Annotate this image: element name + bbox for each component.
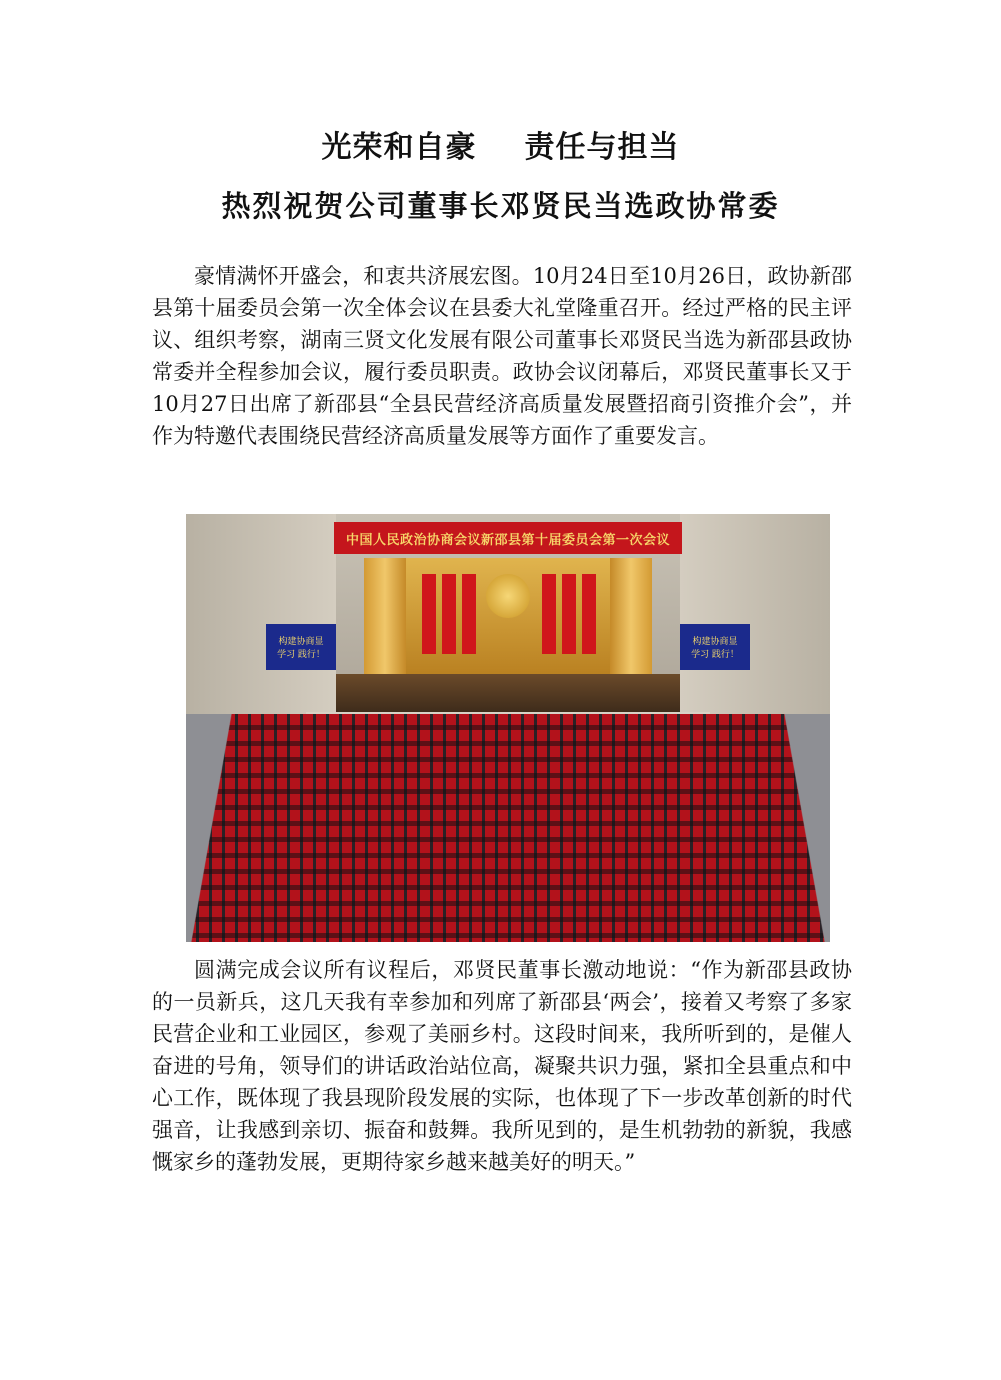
photo-flag [582, 574, 596, 654]
photo-curtain-right [610, 558, 652, 690]
main-title-part2: 责任与担当 [524, 130, 680, 165]
paragraph-1: 豪情满怀开盛会，和衷共济展宏图。10月24日至10月26日，政协新邵县第十届委员会第一次全体会议在县委大礼堂隆重召开。经过严格的民主评议、组织考察，湖南三贤文化发展有限公司董事长邓贤民当选为新邵县政协常委并全程参加会议，履行委员职责。政协会议闭幕后，邓贤民董事长又于10月27日出席了新邵县“全县民营经济高质量发展暨招商引资推介会”，并作为特邀代表围绕民营经济高质量发展等方面作了重要发言。 [152, 264, 852, 448]
photo-screen-right [680, 624, 750, 670]
photo-screen-right-line1: 构建协商显 [692, 637, 738, 647]
photo-aisle-right [770, 714, 830, 942]
photo-screen-left [266, 624, 336, 670]
photo-flag [422, 574, 436, 654]
conference-hall-photo [186, 514, 830, 942]
main-title [0, 122, 1001, 166]
main-title-part1: 光荣和自豪 [321, 130, 477, 165]
photo-curtain-left [364, 558, 406, 690]
photo-seat-rows [186, 714, 830, 942]
photo-flag [442, 574, 456, 654]
photo-banner: 中国人民政治协商会议新邵县第十届委员会第一次会议 [334, 522, 682, 554]
photo-dais [336, 674, 680, 714]
photo-screen-left-line1: 构建协商显 [278, 637, 324, 647]
photo-flag [542, 574, 556, 654]
photo-emblem [486, 574, 530, 618]
photo-screen-left-line2: 学习 践行！ [277, 650, 325, 660]
photo-flag [462, 574, 476, 654]
subtitle: 热烈祝贺公司董事长邓贤民当选政协常委 [221, 189, 780, 223]
photo-aisle-left [186, 714, 246, 942]
photo-flag [562, 574, 576, 654]
photo-screen-right-line2: 学习 践行！ [691, 650, 739, 660]
paragraph-2: 圆满完成会议所有议程后，邓贤民董事长激动地说：“作为新邵县政协的一员新兵，这几天我有幸参加和列席了新邵县‘两会’，接着又考察了多家民营企业和工业园区，参观了美丽乡村。这段时间来，我所听到的，是催人奋进的号角，领导们的讲话政治站位高，凝聚共识力强，紧扣全县重点和中心工作，既体现了我县现阶段发展的实际，也体现了下一步改革创新的时代强音，让我感到亲切、振奋和鼓舞。我所见到的，是生机勃勃的新貌，我感慨家乡的蓬勃发展，更期待家乡越来越美好的明天。” [152, 958, 852, 1174]
